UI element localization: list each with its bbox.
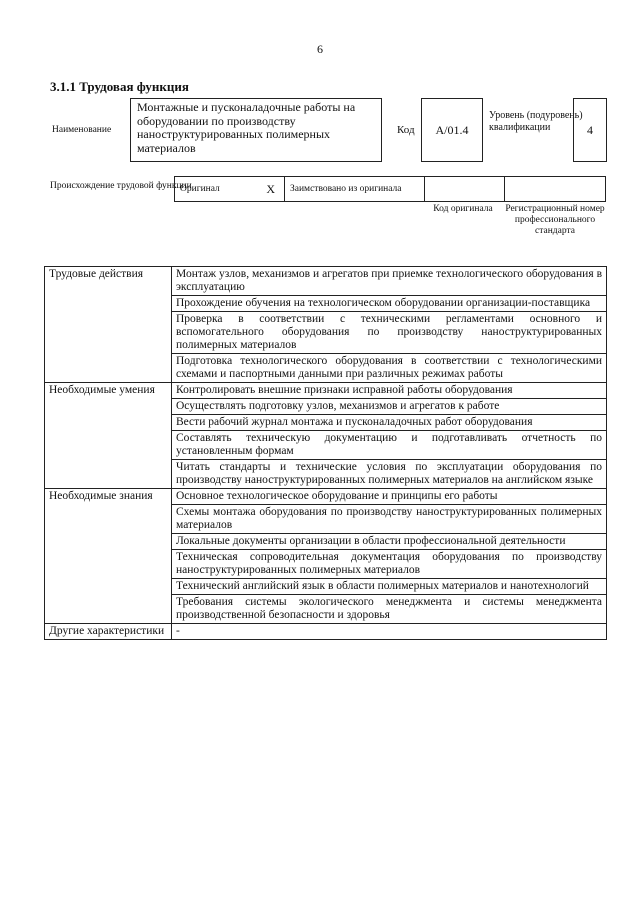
original-label: Оригинал: [180, 184, 220, 194]
registration-number-caption: Регистрационный номер профессионального стандарта: [505, 204, 605, 236]
original-cell: [174, 176, 285, 202]
row-text: Схемы монтажа оборудования по производству наноструктурированных полимерных материалов: [172, 505, 607, 534]
function-table: [44, 266, 607, 640]
code-label: Код: [397, 124, 415, 136]
table-row: [45, 489, 607, 505]
row-text: Проверка в соответствии с техническими регламентами основного и вспомогательного оборудования по производству наноструктурированных полимерных материалов: [172, 312, 607, 354]
qualification-level-label: Уровень (подуровень) квалификации: [489, 110, 583, 133]
row-text: Контролировать внешние признаки исправной работы оборудования: [172, 383, 607, 399]
row-group-header: Необходимые умения: [45, 383, 172, 489]
original-code-caption: Код оригинала: [433, 204, 493, 214]
row-text: Технический английский язык в области полимерных материалов и нанотехнологий: [172, 579, 607, 595]
table-row: [45, 624, 607, 640]
row-text: -: [172, 624, 607, 640]
original-code-cell: [425, 176, 505, 202]
page-number: 6: [317, 42, 323, 56]
function-name: Монтажные и пусконаладочные работы на оборудовании по производству наноструктурированных полимерных материалов: [130, 98, 382, 162]
section-title: 3.1.1 Трудовая функция: [50, 79, 189, 94]
table-row: [45, 383, 607, 399]
name-label: Наименование: [52, 125, 112, 135]
row-text: Прохождение обучения на технологическом оборудовании организации-поставщика: [172, 296, 607, 312]
row-text: Техническая сопроводительная документация оборудования по производству наноструктурированных полимерных материалов: [172, 550, 607, 579]
row-text: Осуществлять подготовку узлов, механизмов и агрегатов к работе: [172, 399, 607, 415]
row-text: Монтаж узлов, механизмов и агрегатов при приемке технологического оборудования в эксплуатацию: [172, 267, 607, 296]
borrowed-label: Заимствовано из оригинала: [285, 176, 425, 202]
row-group-header: Необходимые знания: [45, 489, 172, 624]
registration-number-cell: [505, 176, 606, 202]
row-text: Локальные документы организации в области профессиональной деятельности: [172, 534, 607, 550]
row-text: Основное технологическое оборудование и принципы его работы: [172, 489, 607, 505]
function-code: A/01.4: [421, 98, 483, 162]
origin-row: [174, 176, 606, 202]
row-text: Вести рабочий журнал монтажа и пусконаладочных работ оборудования: [172, 415, 607, 431]
original-mark: X: [266, 181, 275, 196]
row-text: Подготовка технологического оборудования в соответствии с технологическими схемами и паспортными данными при различных режимах работы: [172, 354, 607, 383]
row-group-header: Другие характеристики: [45, 624, 172, 640]
row-text: Составлять техническую документацию и подготавливать отчетность по установленным формам: [172, 431, 607, 460]
row-group-header: Трудовые действия: [45, 267, 172, 383]
row-text: Читать стандарты и технические условия по эксплуатации оборудования по производству наноструктурированных полимерных материалов на английском языке: [172, 460, 607, 489]
qualification-level: 4: [573, 98, 607, 162]
table-row: [45, 267, 607, 296]
row-text: Требования системы экологического менеджмента и системы менеджмента производственной безопасности и здоровья: [172, 595, 607, 624]
origin-label: Происхождение трудовой функции: [50, 181, 192, 191]
